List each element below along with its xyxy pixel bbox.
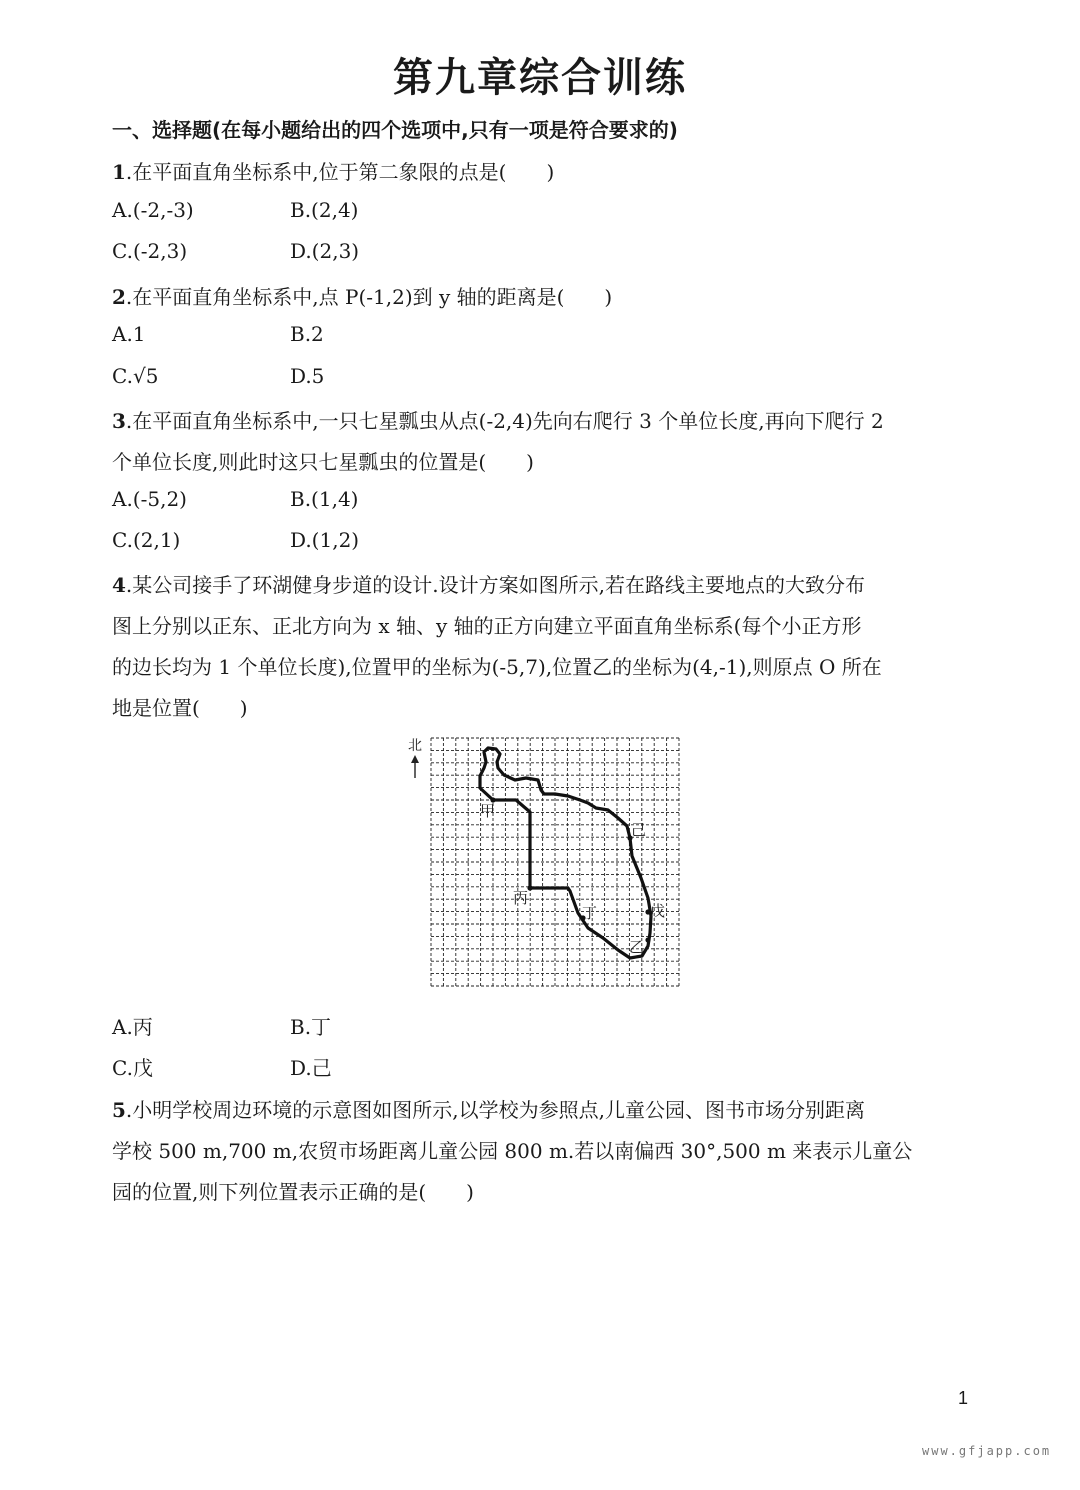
q2-option-d: D.5 xyxy=(290,364,325,388)
label-ji: 己 xyxy=(631,821,647,839)
label-jia: 甲 xyxy=(480,802,496,820)
label-wu: 戊 xyxy=(650,902,666,920)
q2-option-c: C.√5 xyxy=(112,364,159,388)
label-bing: 丙 xyxy=(513,889,529,907)
question-number: 2 xyxy=(112,285,126,309)
question-5-line-2: 学校 500 m,700 m,农贸市场距离儿童公园 800 m.若以南偏西 30°,500 m 来表示儿童公 xyxy=(112,1139,913,1163)
north-arrow xyxy=(408,738,422,778)
question-2 xyxy=(112,281,612,310)
q4-option-a: A.丙 xyxy=(112,1015,153,1039)
question-text-line-1: .在平面直角坐标系中,一只七星瓢虫从点(-2,4)先向右爬行 3 个单位长度,再向下爬行 2 xyxy=(125,409,884,433)
question-5 xyxy=(112,1094,865,1123)
q1-option-a: A.(-2,-3) xyxy=(112,198,194,222)
q1-option-b: B.(2,4) xyxy=(290,198,359,222)
q3-option-d: D.(1,2) xyxy=(290,528,360,552)
page-title: 第九章综合训练 xyxy=(393,55,687,101)
q3-option-c: C.(2,1) xyxy=(112,528,181,552)
q2-option-b: B.2 xyxy=(290,322,324,346)
section-heading: 一、选择题(在每小题给出的四个选项中,只有一项是符合要求的) xyxy=(112,118,678,142)
q4-option-c: C.戊 xyxy=(112,1056,153,1080)
q1-option-c: C.(-2,3) xyxy=(112,239,188,263)
question-4-line-2: 图上分别以正东、正北方向为 x 轴、y 轴的正方向建立平面直角坐标系(每个小正方形 xyxy=(112,614,862,638)
question-4-line-4: 地是位置( ) xyxy=(112,696,248,720)
north-label: 北 xyxy=(408,738,422,754)
question-3 xyxy=(112,405,884,434)
watermark: www.gfjapp.com xyxy=(922,1444,1052,1458)
q4-option-d: D.己 xyxy=(290,1056,332,1080)
question-text-line-1: .小明学校周边环境的示意图如图所示,以学校为参照点,儿童公园、图书市场分别距离 xyxy=(125,1098,865,1122)
question-number: 3 xyxy=(112,409,126,433)
question-4 xyxy=(112,569,865,598)
question-number: 4 xyxy=(112,573,126,597)
lake-path-map xyxy=(398,728,688,990)
q3-option-a: A.(-5,2) xyxy=(112,487,187,511)
question-number: 5 xyxy=(112,1098,126,1122)
question-5-line-3: 园的位置,则下列位置表示正确的是( ) xyxy=(112,1180,474,1204)
question-text: .在平面直角坐标系中,位于第二象限的点是( ) xyxy=(125,160,555,184)
question-3-line-2: 个单位长度,则此时这只七星瓢虫的位置是( ) xyxy=(112,450,534,474)
page-number: 1 xyxy=(958,1388,969,1408)
map-points xyxy=(490,797,650,942)
question-number: 1 xyxy=(112,160,126,184)
question-4-line-3: 的边长均为 1 个单位长度),位置甲的坐标为(-5,7),位置乙的坐标为(4,-1),则原点 O 所在 xyxy=(112,655,882,679)
label-yi: 乙 xyxy=(629,938,645,956)
q3-option-b: B.(1,4) xyxy=(290,487,359,511)
question-text-line-1: .某公司接手了环湖健身步道的设计.设计方案如图所示,若在路线主要地点的大致分布 xyxy=(125,573,865,597)
question-1 xyxy=(112,156,554,185)
q1-option-d: D.(2,3) xyxy=(290,239,360,263)
label-ding: 丁 xyxy=(582,904,598,922)
question-text: .在平面直角坐标系中,点 P(-1,2)到 y 轴的距离是( ) xyxy=(125,285,613,309)
q4-option-b: B.丁 xyxy=(290,1015,332,1039)
q2-option-a: A.1 xyxy=(112,322,146,346)
